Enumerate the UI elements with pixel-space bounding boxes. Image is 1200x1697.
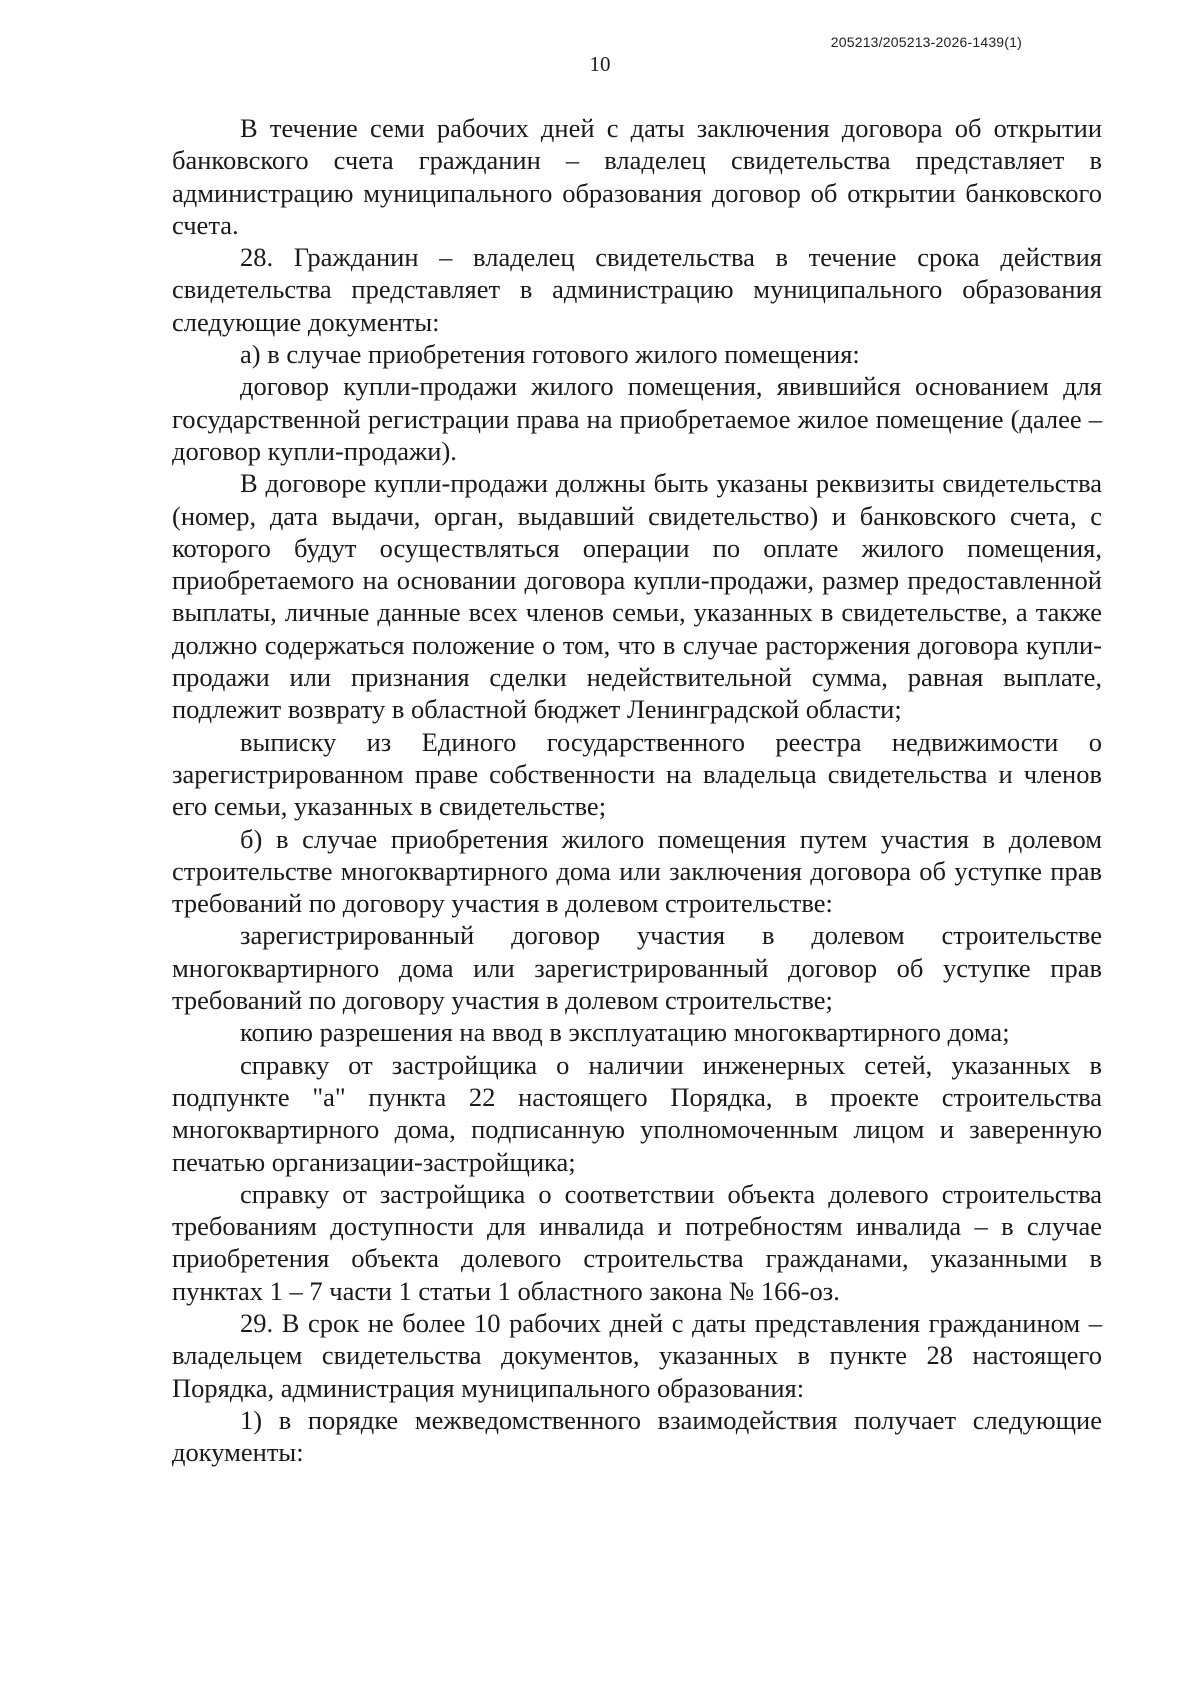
document-registration-number: 205213/205213-2026-1439(1) [830, 34, 1022, 50]
paragraph-28-intro: 28. Гражданин – владелец свидетельства в течение срока действия свидетельства представляет в администрацию муниципального образования следующие документы: [172, 242, 1102, 337]
subitem-a-ready-housing: а) в случае приобретения готового жилого помещения: [240, 339, 860, 370]
paragraph-engineering-networks-certificate: справку от застройщика о наличии инженерных сетей, указанных в подпункте "а" пункта 22 настоящего Порядка, в проекте строительства многоквартирного дома, подписанную уполномоченным лицом и заверенную печатью организации-застройщика; [172, 1049, 1102, 1177]
paragraph-bank-account-contract: В течение семи рабочих дней с даты заключения договора об открытии банковского счета гражданин – владелец свидетельства представляет в администрацию муниципального образования договор об открытии банковского счета. [172, 113, 1102, 240]
subitem-1-interagency: 1) в порядке межведомственного взаимодействия получает следующие документы: [172, 1404, 1102, 1468]
page-number: 10 [589, 52, 611, 76]
paragraph-accessibility-certificate: справку от застройщика о соответствии объекта долевого строительства требованиям доступности для инвалида и потребностям инвалида – в случае приобретения объекта долевого строительства гражданами, указанными в пунктах 1 – 7 части 1 статьи 1 областного закона № 166-оз. [172, 1178, 1102, 1306]
paragraph-contract-requisites: В договоре купли-продажи должны быть указаны реквизиты свидетельства (номер, дата выдачи, орган, выдавший свидетельство) и банковского счета, с которого будут осуществляться операции по оплате жилого помещения, приобретаемого на основании договора купли-продажи, размер предоставленной выплаты, личные данные всех членов семьи, указанных в свидетельстве, а также должно содержаться положение о том, что в случае расторжения договора купли-продажи или признания сделки недействительной сумма, равная выплате, подлежит возврату в областной бюджет Ленинградской области; [172, 468, 1102, 725]
paragraph-sale-contract: договор купли-продажи жилого помещения, явившийся основанием для государственной регистрации права на приобретаемое жилое помещение (далее – договор купли-продажи). [172, 371, 1102, 466]
paragraph-registry-extract: выписку из Единого государственного реестра недвижимости о зарегистрированном праве собственности на владельца свидетельства и членов его семьи, указанных в свидетельстве; [172, 726, 1102, 822]
paragraph-commissioning-permit: копию разрешения на ввод в эксплуатацию многоквартирного дома; [240, 1017, 1010, 1048]
document-body [172, 112, 1102, 1468]
subitem-b-shared-construction: б) в случае приобретения жилого помещения путем участия в долевом строительстве многоквартирного дома или заключения договора об уступке прав требований по договору участия в долевом строительстве: [172, 823, 1102, 919]
paragraph-registered-contract: зарегистрированный договор участия в долевом строительстве многоквартирного дома или зарегистрированный договор об уступке прав требований по договору участия в долевом строительстве; [172, 920, 1102, 1016]
paragraph-29-intro: 29. В срок не более 10 рабочих дней с даты представления гражданином – владельцем свидетельства документов, указанных в пункте 28 настоящего Порядка, администрация муниципального образования: [172, 1307, 1102, 1403]
